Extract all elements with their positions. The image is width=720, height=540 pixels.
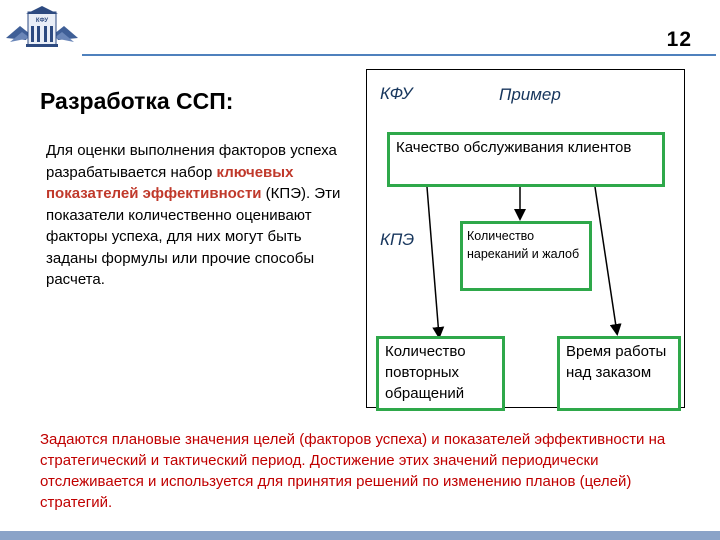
kpi-box-complaints-text: Количество нареканий и жалоб (467, 229, 580, 261)
footnote-text: Задаются плановые значения целей (факторов успеха) и показателей эффективности на стратегический и тактический период. Достижение этих значений периодически отслеживается и используется для принятия решений по изменению планов (целей) стратегий. (40, 431, 666, 511)
bottom-band (0, 531, 720, 540)
body-text-before: Для оценки выполнения факторов успеха разрабатывается набор (46, 142, 337, 181)
kpi-box-repeat (376, 336, 505, 411)
kpi-box-repeat-text: Количество повторных обращений (385, 343, 466, 402)
kpi-box-time-text: Время работы над заказом (566, 343, 667, 381)
kpi-box-time (557, 336, 681, 411)
body-paragraph (46, 140, 346, 291)
university-logo (4, 4, 80, 52)
slide-title: Разработка ССП: (40, 88, 234, 114)
page-number: 12 (666, 28, 692, 51)
diagram-label-kpi: КПЭ (380, 230, 415, 249)
kpi-box-complaints (460, 221, 592, 291)
body-text-highlight: ключевых показателей эффективности (46, 163, 294, 202)
body-text-after: (КПЭ). Эти показатели количественно оценивают факторы успеха, для них могут быть заданы формулы или прочие способы расчета. (46, 185, 341, 288)
factor-box (387, 132, 665, 187)
logo-lettering: КФУ (35, 18, 49, 24)
factor-box-text: Качество обслуживания клиентов (396, 139, 632, 156)
header-divider (82, 54, 716, 56)
diagram-label-org: КФУ (380, 84, 413, 103)
diagram-label-example: Пример (499, 85, 561, 104)
